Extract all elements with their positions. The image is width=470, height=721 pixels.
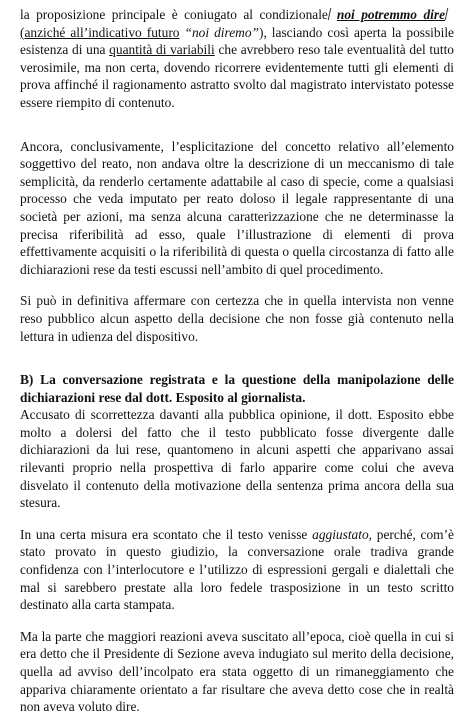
underlined-text: (anziché all’indicativo futuro: [20, 24, 180, 40]
paragraph-text: ), lasciando così aperta la possibile esistenza di una: [20, 24, 454, 58]
paragraph-text: In una certa misura era scontato che il testo venisse: [20, 526, 308, 542]
quoted-phrase-diremo: “noi diremo”: [184, 24, 259, 40]
section-heading-b: B) La conversazione registrata e la questione della manipolazione delle dichiarazioni rese dal dott. Esposito al giornalista.: [20, 372, 454, 405]
paragraph-text: che avrebbero reso tale eventualità del tutto verosimile, ma non certa, dovendo ricorrere evidentemente tutti gli elementi di prova affinché il ragionamento astratto svolto dal magistrato intervistato potesse essere riempito di contenuto.: [20, 42, 454, 110]
paragraph-condizionale: [20, 6, 454, 112]
quoted-phrase-potremmo: noi potremmo dire: [336, 7, 446, 22]
paragraph-accusato: Accusato di scorrettezza davanti alla pubblica opinione, il dott. Esposito ebbe molto a dolersi del fatto che il testo pubblicato fosse divergente dalle dichiarazioni da lui rese, quantomeno in alcuni aspetti che apparivano assai rilevanti proprio nella prospettiva di farlo apparire come colui che aveva disvelato il contenuto della motivazione della sentenza prima ancora della sua stesura.: [20, 407, 454, 511]
underlined-text-variabili: quantità di variabili: [109, 42, 215, 58]
handwritten-mark: [328, 8, 338, 20]
paragraph-aggiustato: [20, 526, 454, 614]
paragraph-certezza: Si può in definitiva affermare con certezza che in quella intervista non venne reso pubblico alcun aspetto della decisione che non fosse già contenuto nella lettura in udienza del dispositivo.: [20, 293, 454, 344]
handwritten-mark: [445, 8, 455, 20]
paragraph-text: la proposizione principale è coniugato al condizionale: [20, 7, 328, 22]
paragraph-reazioni: Ma la parte che maggiori reazioni aveva suscitato all’epoca, cioè quella in cui si era detto che il Presidente di Sezione aveva indugiato sul merito della decisione, quella ad avviso dell’incolpato era stata oggetto di un rimaneggiamento che appariva chiaramente orientato a far risultare che aveva detto cose che in realtà non aveva voluto dire.: [20, 628, 454, 715]
paragraph-conclusivamente: Ancora, conclusivamente, l’esplicitazione del concetto relativo all’elemento soggettivo del reato, non andava oltre la descrizione di un meccanismo di tale semplicità, da renderlo certamente adattabile al caso di specie, come a qualsiasi processo che veda imputato per reato doloso il legale rappresentante di una società per azioni, ma senza alcuna caratterizzazione che ne determinasse la precisa riferibilità ad esso, quale l’illustrazione di elementi di prova effettivamente acquisiti o la riferibilità di questa o quella circostanza di fatto alle dichiarazioni rese da testi escussi nell’ambito di quel procedimento.: [20, 138, 454, 277]
paragraph-text: , perché, com’è stato provato in questo giudizio, la conversazione orale tradiva grande confidenza con l’interlocutore e l’utilizzo di espressioni gergali e dialettali che mal si sarebbero prestate alla loro fedele trasposizione in un testo scritto destinato alla carta stampata.: [20, 526, 454, 613]
emphasized-word: aggiustato: [312, 526, 369, 542]
